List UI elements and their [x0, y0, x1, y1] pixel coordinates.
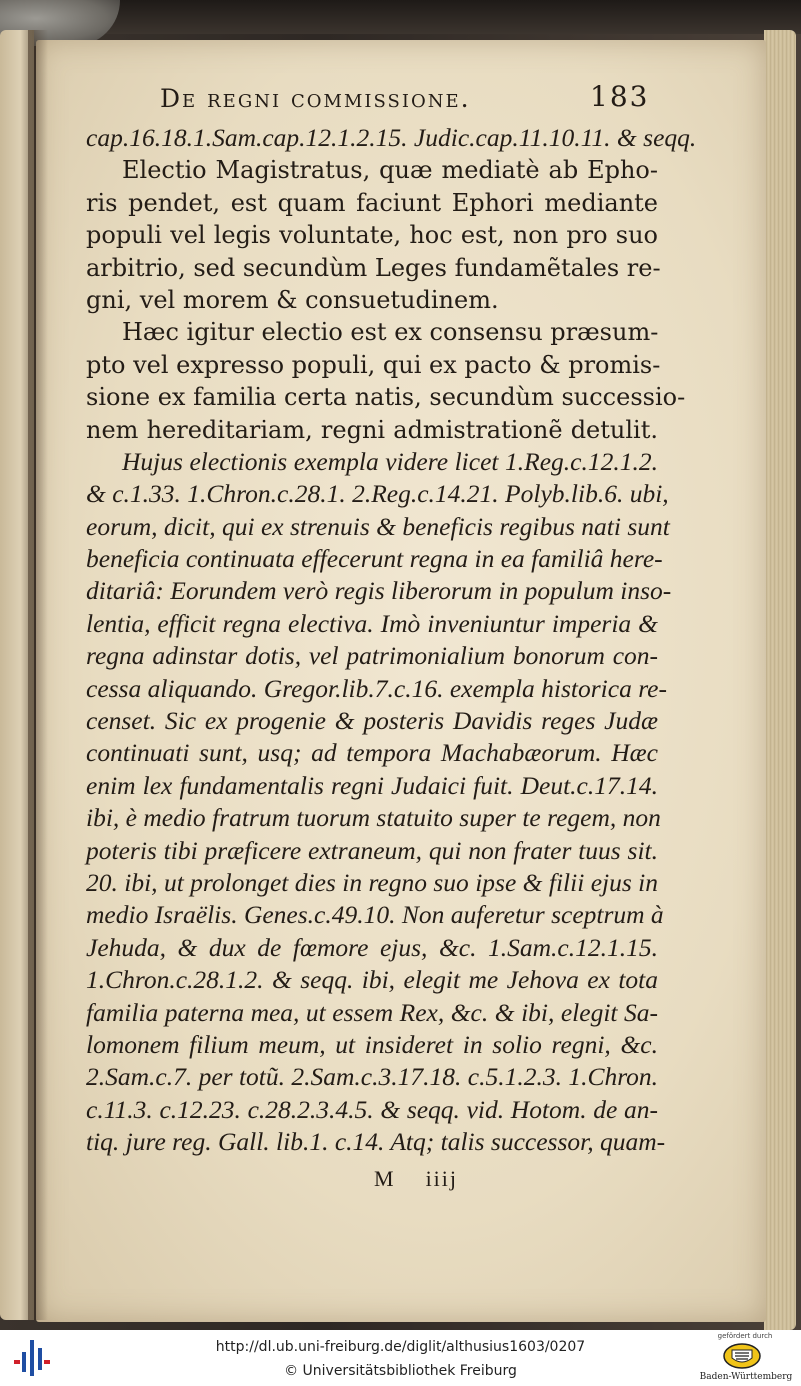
text-line: ditariâ: Eorundem verò regis liberorum in populum inso- — [86, 576, 672, 606]
text-line: Electio Magistratus, quæ mediatè ab Epho- — [122, 156, 658, 185]
text-line: cessa aliquando. Gregor.lib.7.c.16. exempla historica re- — [86, 673, 667, 703]
text-line: enim lex fundamentalis regni Judaici fuit. Deut.c.17.14. — [86, 770, 658, 800]
spine-shadow — [28, 30, 48, 1320]
page-stack-edges — [764, 30, 796, 1330]
signature-mark — [374, 1166, 458, 1192]
book-top-edge — [0, 0, 801, 34]
text-line: lomonem filium meum, ut insideret in solio regni, &c. — [86, 1029, 658, 1059]
text-line: Hæc igitur electio est ex consensu præsum- — [122, 318, 659, 347]
sponsor-name: Baden-Württemberg — [699, 1372, 793, 1382]
sponsor-caption: gefördert durch — [717, 1332, 773, 1340]
text-line: eorum, dicit, qui ex strenuis & beneficis regibus nati sunt — [86, 511, 670, 541]
text-line: censet. Sic ex progenie & posteris Davidis reges Judæ — [86, 706, 658, 736]
text-line: continuati sunt, usq; ad tempora Machabæorum. Hæc — [86, 738, 658, 768]
signature-numeral: iiij — [425, 1166, 459, 1191]
text-line: cap.16.18.1.Sam.cap.12.1.2.15. Judic.cap.11.10.11. & seqq. — [86, 123, 697, 152]
text-line: ibi, è medio fratrum tuorum statuito super te regem, non — [86, 803, 661, 833]
text-line: lentia, efficit regna electiva. Imò inveniuntur imperia & — [86, 608, 658, 638]
text-line: regna adinstar dotis, vel patrimonialium bonorum con- — [86, 641, 658, 671]
page-number: 183 — [590, 80, 650, 113]
running-title: De regni commissione. — [160, 84, 471, 113]
text-line: 20. ibi, ut prolonget dies in regno suo ipse & filii ejus in — [86, 867, 658, 897]
copyright-notice: © Universitätsbibliothek Freiburg — [284, 1363, 517, 1379]
text-line: 2.Sam.c.7. per totũ. 2.Sam.c.3.17.18. c.5.1.2.3. 1.Chron. — [86, 1062, 659, 1092]
text-line: sione ex familia certa natis, secundùm successio- — [86, 383, 686, 412]
text-line: pto vel expresso populi, qui ex pacto & promis- — [86, 350, 661, 379]
text-line: c.11.3. c.12.23. c.28.2.3.4.5. & seqq. vid. Hotom. de an- — [86, 1094, 658, 1124]
text-line: nem hereditariam, regni admistrationẽ detulit. — [86, 415, 658, 444]
viewer-footer — [0, 1330, 801, 1386]
text-line: gni, vel morem & consuetudinem. — [86, 285, 499, 314]
text-line: Hujus electionis exempla videre licet 1.Reg.c.12.1.2. — [122, 446, 658, 476]
text-line: medio Israëlis. Genes.c.49.10. Non auferetur sceptrum à — [86, 900, 664, 930]
text-line: & c.1.33. 1.Chron.c.28.1. 2.Reg.c.14.21. Polyb.lib.6. ubi, — [86, 479, 669, 509]
text-line: familia paterna mea, ut essem Rex, &c. & ibi, elegit Sa- — [86, 997, 658, 1027]
text-line: ris pendet, est quam faciunt Ephori mediante — [86, 188, 658, 217]
text-line: arbitrio, sed secundùm Leges fundamẽtales re- — [86, 253, 661, 282]
text-line: 1.Chron.c.28.1.2. & seqq. ibi, elegit me Jehova ex tota — [86, 965, 658, 995]
page-header — [60, 78, 740, 122]
text-line: populi vel legis voluntate, hoc est, non pro suo — [86, 221, 658, 250]
baden-wuerttemberg-crest-icon — [722, 1342, 762, 1370]
signature-letter: M — [374, 1166, 396, 1191]
text-line: tiq. jure reg. Gall. lib.1. c.14. Atq; talis successor, quam- — [86, 1127, 666, 1157]
text-line: beneficia continuata effecerunt regna in ea familiâ here- — [86, 544, 663, 574]
page-text — [60, 78, 740, 1159]
text-lines — [60, 122, 740, 1159]
text-line: poteris tibi præficere extraneum, qui non frater tuus sit. — [86, 835, 658, 865]
text-line: Jehuda, & dux de fœmore ejus, &c. 1.Sam.c.12.1.15. — [86, 932, 658, 962]
permalink-url[interactable]: http://dl.ub.uni-freiburg.de/diglit/althusius1603/0207 — [215, 1339, 586, 1355]
